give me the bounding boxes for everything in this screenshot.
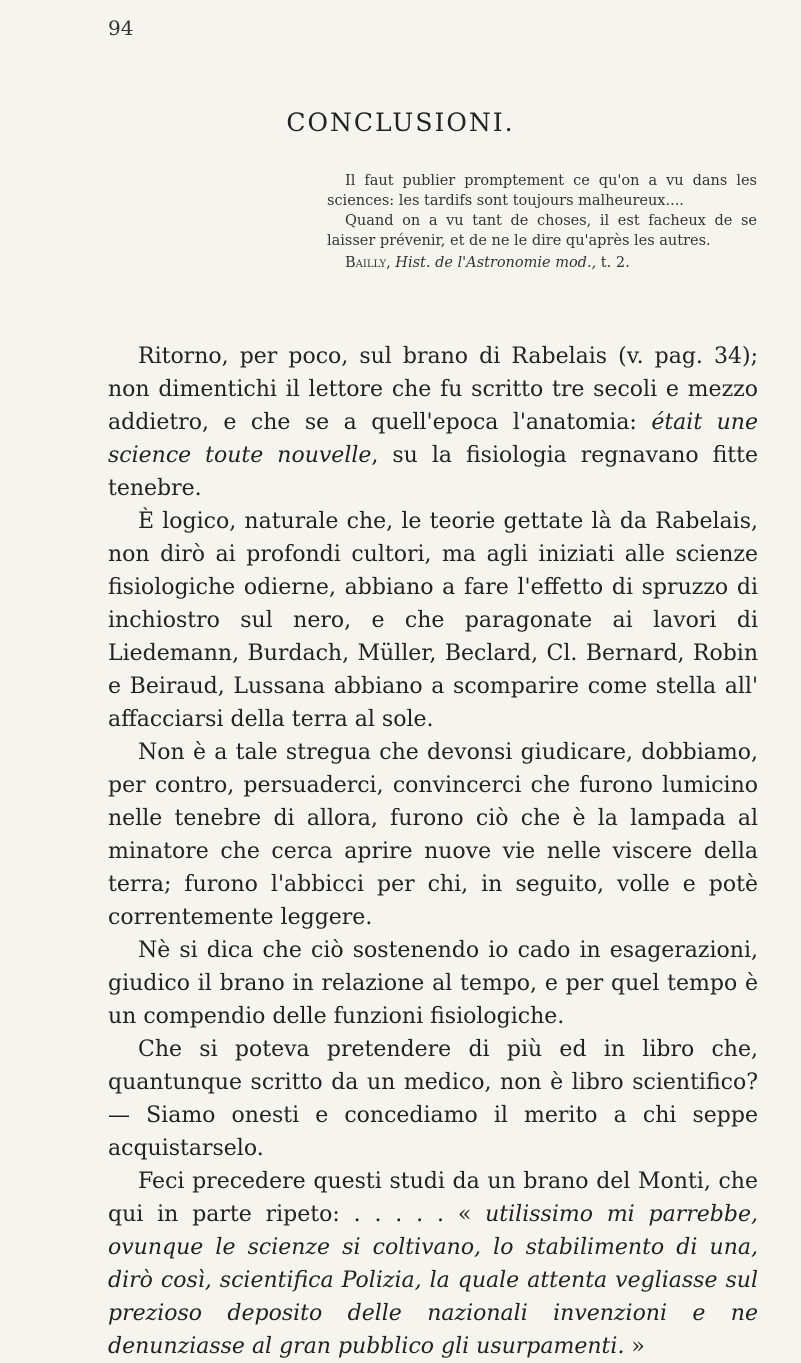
epigraph-line: Quand on a vu tant de choses, il est facheux de se laisser prévenir, et de ne le dire qu'après les autres.	[327, 213, 757, 249]
paragraph-5: Che si poteva pretendere di più ed in libro che, quantunque scritto da un medico, non è libro scientifico? — Siamo onesti e concediamo il merito a chi seppe acquistarselo.	[108, 1037, 758, 1161]
epigraph	[327, 171, 757, 273]
page-number: 94	[108, 16, 134, 40]
chapter-heading: CONCLUSIONI.	[286, 108, 515, 137]
epigraph-author: Bailly,	[345, 255, 391, 271]
paragraph-text: »	[624, 1334, 645, 1359]
paragraph-2: È logico, naturale che, le teorie gettate là da Rabelais, non dirò ai profondi cultori, ma agli iniziati alle scienze fisiologiche odierne, abbiano a fare l'effetto di spruzzo di inchiostro sul nero, e che paragonate ai lavori di Liedemann, Burdach, Müller, Beclard, Cl. Bernard, Robin e Beiraud, Lussana abbiano a scomparire come stella all' affacciarsi della terra al sole.	[108, 509, 758, 732]
paragraph-1	[108, 340, 758, 505]
paragraph-6	[108, 1165, 758, 1363]
body-text	[108, 340, 758, 1363]
epigraph-volume: t. 2.	[600, 255, 630, 271]
epigraph-work: Hist. de l'Astronomie mod.,	[395, 255, 597, 271]
italic-quote: était une science toute nouvelle	[108, 410, 758, 468]
epigraph-line: Il faut publier promptement ce qu'on a vu dans les sciences: les tardifs sont toujours malheureux....	[327, 173, 757, 209]
paragraph-3: Non è a tale stregua che devonsi giudicare, dobbiamo, per contro, persuaderci, convincerci che furono lumicino nelle tenebre di allora, furono ciò che è la lampada al minatore che cerca aprire nuove vie nelle viscere della terra; furono l'abbicci per chi, in seguito, volle e potè correntemente leggere.	[108, 740, 758, 930]
italic-quote: utilissimo mi parrebbe, ovunque le scienze si coltivano, lo stabilimento di una, dirò così, scientifica Polizia, la quale attenta vegliasse sul prezioso deposito delle nazionali invenzioni e ne denunziasse al gran pubblico gli usurpamenti.	[108, 1202, 758, 1359]
paragraph-text: Ritorno, per poco, sul brano di Rabelais (v. pag. 34); non dimentichi il lettore che fu scritto tre secoli e mezzo addietro, e che se a quell'epoca l'anatomia:	[108, 344, 758, 435]
paragraph-text: , su la fisiologia regnavano fitte tenebre.	[108, 443, 758, 501]
paragraph-text: Feci precedere questi studi da un brano del Monti, che qui in parte ripeto: . . . . . «	[108, 1169, 758, 1227]
epigraph-source	[327, 253, 757, 273]
paragraph-4: Nè si dica che ciò sostenendo io cado in esagerazioni, giudico il brano in relazione al tempo, e per quel tempo è un compendio delle funzioni fisiologiche.	[108, 938, 758, 1029]
